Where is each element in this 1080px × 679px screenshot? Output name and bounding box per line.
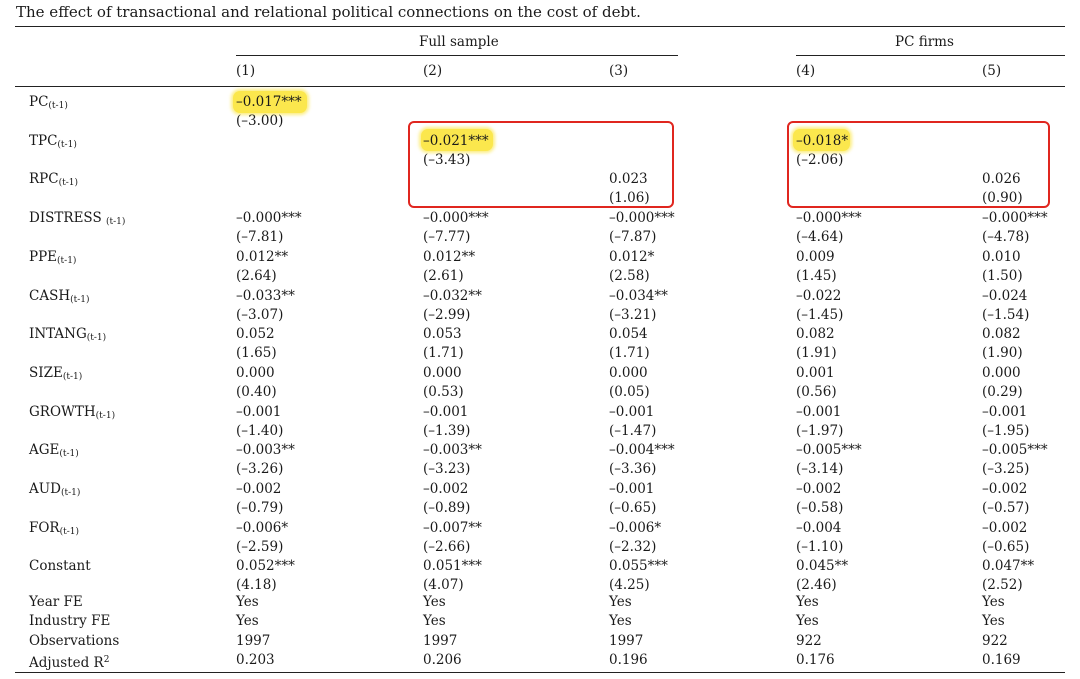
footer-value-cell: Yes [236, 594, 259, 610]
footer-value-cell: Yes [982, 613, 1005, 630]
t-stat-cell: (1.71) [609, 345, 650, 362]
coefficient-cell: –0.004*** [609, 442, 675, 459]
t-stat-cell: (–1.40) [236, 422, 284, 439]
t-stat-cell: (0.29) [982, 383, 1023, 400]
row-label: Constant [29, 558, 91, 575]
row-label: $PC_{(t-1)}$ [29, 94, 68, 111]
coefficient-cell: 0.082 [982, 326, 1021, 343]
group-header-pc-firms: PC firms [895, 34, 954, 50]
footer-value-cell: Yes [982, 594, 1005, 610]
footer-value-cell: 0.196 [609, 651, 648, 668]
column-header-3: (3) [609, 63, 629, 79]
t-stat-cell: (–7.77) [423, 229, 471, 246]
coefficient-cell: 0.052 [236, 326, 275, 343]
coefficient-cell: –0.005*** [796, 442, 862, 459]
coefficient-cell: 0.000 [609, 364, 648, 381]
t-stat-cell: (–3.26) [236, 461, 284, 478]
coefficient-cell: –0.004 [796, 519, 842, 536]
t-stat-cell: (–7.81) [236, 229, 284, 246]
footer-value-cell: 922 [982, 632, 1008, 649]
coefficient-cell: –0.000*** [236, 210, 302, 227]
t-stat-cell: (2.58) [609, 267, 650, 284]
coefficient-cell: –0.032** [423, 287, 482, 304]
annotation-box-pc-firms [787, 121, 1050, 208]
coefficient-cell: –0.002 [236, 481, 282, 497]
t-stat-cell: (–4.64) [796, 229, 844, 246]
t-stat-cell: (–0.89) [423, 500, 471, 516]
t-stat-cell: (2.64) [236, 267, 277, 284]
footer-value-cell: 0.169 [982, 651, 1021, 668]
coefficient-cell: –0.001 [796, 403, 842, 420]
coefficient-cell: 0.010 [982, 248, 1021, 265]
footer-row-label: Year FE [29, 594, 83, 610]
t-stat-cell: (2.46) [796, 577, 837, 594]
coefficient-cell: 0.051*** [423, 558, 482, 575]
t-stat-cell: (–2.59) [236, 538, 284, 555]
t-stat-cell: (1.45) [796, 267, 837, 284]
coefficient-cell: 0.012* [609, 248, 655, 265]
column-header-4: (4) [796, 63, 816, 79]
coefficient-cell: 0.000 [982, 364, 1021, 381]
coefficient-cell: 0.045** [796, 558, 849, 575]
coefficient-cell: –0.033** [236, 287, 295, 304]
t-stat-cell: (–2.99) [423, 306, 471, 323]
coefficient-cell: 0.026 [982, 171, 1021, 188]
t-stat-cell: (1.06) [609, 190, 650, 207]
t-stat-cell: (1.91) [796, 345, 837, 362]
row-label: DISTRESS $_{(t-1)}$ [29, 210, 126, 228]
row-label: $SIZE_{(t-1)}$ [29, 364, 83, 382]
footer-value-cell: 1997 [609, 632, 644, 649]
t-stat-cell: (–0.79) [236, 500, 284, 516]
full-sample-rule [236, 55, 678, 56]
t-stat-cell: (0.05) [609, 383, 650, 400]
coefficient-cell: 0.082 [796, 326, 835, 343]
t-stat-cell: (–1.10) [796, 538, 844, 555]
footer-row-label: Industry FE [29, 613, 111, 630]
footer-row-label: Adjusted $R^2$ [29, 654, 110, 671]
row-label: $TPC_{(t-1)}$ [29, 132, 77, 150]
t-stat-cell: (–0.58) [796, 500, 844, 516]
footer-value-cell: Yes [423, 613, 446, 630]
t-stat-cell: (–3.14) [796, 461, 844, 478]
t-stat-cell: (–1.97) [796, 422, 844, 439]
coefficient-cell: –0.001 [423, 403, 469, 420]
coefficient-cell: –0.002 [982, 519, 1028, 536]
t-stat-cell: (4.18) [236, 577, 277, 594]
t-stat-cell: (1.90) [982, 345, 1023, 362]
coefficient-cell: –0.001 [982, 403, 1028, 420]
coefficient-cell: –0.001 [609, 403, 655, 420]
coefficient-cell: 0.053 [423, 326, 462, 343]
row-label: $AGE_{(t-1)}$ [29, 442, 79, 460]
coefficient-cell: –0.001 [609, 481, 655, 497]
t-stat-cell: (1.50) [982, 267, 1023, 284]
t-stat-cell: (–1.45) [796, 306, 844, 323]
coefficient-cell: 0.009 [796, 248, 835, 265]
coefficient-cell: 0.054 [609, 326, 648, 343]
coefficient-cell: –0.000*** [423, 210, 489, 227]
column-header-2: (2) [423, 63, 443, 79]
t-stat-cell: (0.90) [982, 190, 1023, 207]
row-label: $RPC_{(t-1)}$ [29, 171, 78, 189]
bottom-rule [15, 672, 1065, 673]
footer-value-cell: Yes [796, 613, 819, 630]
coefficient-cell: –0.018* [796, 132, 849, 149]
coefficient-cell: –0.017*** [236, 94, 302, 110]
footer-value-cell: 0.203 [236, 651, 275, 668]
coefficient-cell: –0.000*** [982, 210, 1048, 227]
t-stat-cell: (–7.87) [609, 229, 657, 246]
t-stat-cell: (2.52) [982, 577, 1023, 594]
coefficient-cell: 0.000 [423, 364, 462, 381]
coefficient-cell: –0.000*** [796, 210, 862, 227]
t-stat-cell: (–1.54) [982, 306, 1030, 323]
coefficient-cell: –0.003** [423, 442, 482, 459]
coefficient-cell: –0.024 [982, 287, 1028, 304]
footer-row-label: Observations [29, 632, 120, 649]
coefficient-cell: 0.047** [982, 558, 1035, 575]
coefficient-cell: 0.000 [236, 364, 275, 381]
footer-value-cell: Yes [609, 613, 632, 630]
t-stat-cell: (–3.21) [609, 306, 657, 323]
coefficient-cell: –0.006* [609, 519, 662, 536]
coefficient-cell: 0.001 [796, 364, 835, 381]
column-header-5: (5) [982, 63, 1002, 79]
t-stat-cell: (4.25) [609, 577, 650, 594]
t-stat-cell: (2.61) [423, 267, 464, 284]
t-stat-cell: (–3.43) [423, 151, 471, 168]
t-stat-cell: (–0.65) [609, 500, 657, 516]
coefficient-cell: –0.002 [796, 481, 842, 497]
t-stat-cell: (–0.65) [982, 538, 1030, 555]
coefficient-cell: 0.012** [236, 248, 289, 265]
row-label: $FOR_{(t-1)}$ [29, 519, 80, 537]
footer-value-cell: Yes [796, 594, 819, 610]
coefficient-cell: –0.021*** [423, 132, 489, 149]
t-stat-cell: (–3.23) [423, 461, 471, 478]
coefficient-cell: –0.002 [982, 481, 1028, 497]
row-label: $PPE_{(t-1)}$ [29, 248, 77, 266]
t-stat-cell: (–2.32) [609, 538, 657, 555]
t-stat-cell: (–1.95) [982, 422, 1030, 439]
t-stat-cell: (4.07) [423, 577, 464, 594]
coefficient-cell: –0.002 [423, 481, 469, 497]
t-stat-cell: (–0.57) [982, 500, 1030, 516]
coefficient-cell: 0.055*** [609, 558, 668, 575]
pc-firms-rule [796, 55, 1065, 56]
annotation-box-full-sample [408, 121, 674, 208]
t-stat-cell: (–4.78) [982, 229, 1030, 246]
t-stat-cell: (–3.25) [982, 461, 1030, 478]
t-stat-cell: (–2.66) [423, 538, 471, 555]
footer-value-cell: Yes [423, 594, 446, 610]
table-caption: The effect of transactional and relational political connections on the cost of debt. [16, 3, 641, 21]
footer-value-cell: 922 [796, 632, 822, 649]
coefficient-cell: –0.022 [796, 287, 842, 304]
t-stat-cell: (–1.39) [423, 422, 471, 439]
t-stat-cell: (0.53) [423, 383, 464, 400]
footer-value-cell: Yes [609, 594, 632, 610]
coefficient-cell: –0.005*** [982, 442, 1048, 459]
footer-value-cell: Yes [236, 613, 259, 630]
t-stat-cell: (–3.00) [236, 113, 284, 129]
t-stat-cell: (–2.06) [796, 151, 844, 168]
t-stat-cell: (–1.47) [609, 422, 657, 439]
coefficient-cell: –0.001 [236, 403, 282, 420]
header-rule [15, 86, 1065, 87]
t-stat-cell: (–3.36) [609, 461, 657, 478]
top-rule [15, 26, 1065, 27]
coefficient-cell: 0.052*** [236, 558, 295, 575]
coefficient-cell: –0.034** [609, 287, 668, 304]
t-stat-cell: (1.71) [423, 345, 464, 362]
group-header-full-sample: Full sample [419, 34, 499, 50]
t-stat-cell: (0.40) [236, 383, 277, 400]
t-stat-cell: (–3.07) [236, 306, 284, 323]
column-header-1: (1) [236, 63, 256, 79]
row-label: $CASH_{(t-1)}$ [29, 287, 90, 305]
footer-value-cell: 0.176 [796, 651, 835, 668]
coefficient-cell: –0.003** [236, 442, 295, 459]
footer-value-cell: 1997 [236, 632, 271, 649]
row-label: $GROWTH_{(t-1)}$ [29, 403, 116, 421]
footer-value-cell: 0.206 [423, 651, 462, 668]
row-label: $INTANG_{(t-1)}$ [29, 326, 107, 344]
t-stat-cell: (0.56) [796, 383, 837, 400]
coefficient-cell: 0.012** [423, 248, 476, 265]
footer-value-cell: 1997 [423, 632, 458, 649]
coefficient-cell: 0.023 [609, 171, 648, 188]
row-label: $AUD_{(t-1)}$ [29, 481, 81, 498]
coefficient-cell: –0.006* [236, 519, 289, 536]
t-stat-cell: (1.65) [236, 345, 277, 362]
coefficient-cell: –0.007** [423, 519, 482, 536]
coefficient-cell: –0.000*** [609, 210, 675, 227]
